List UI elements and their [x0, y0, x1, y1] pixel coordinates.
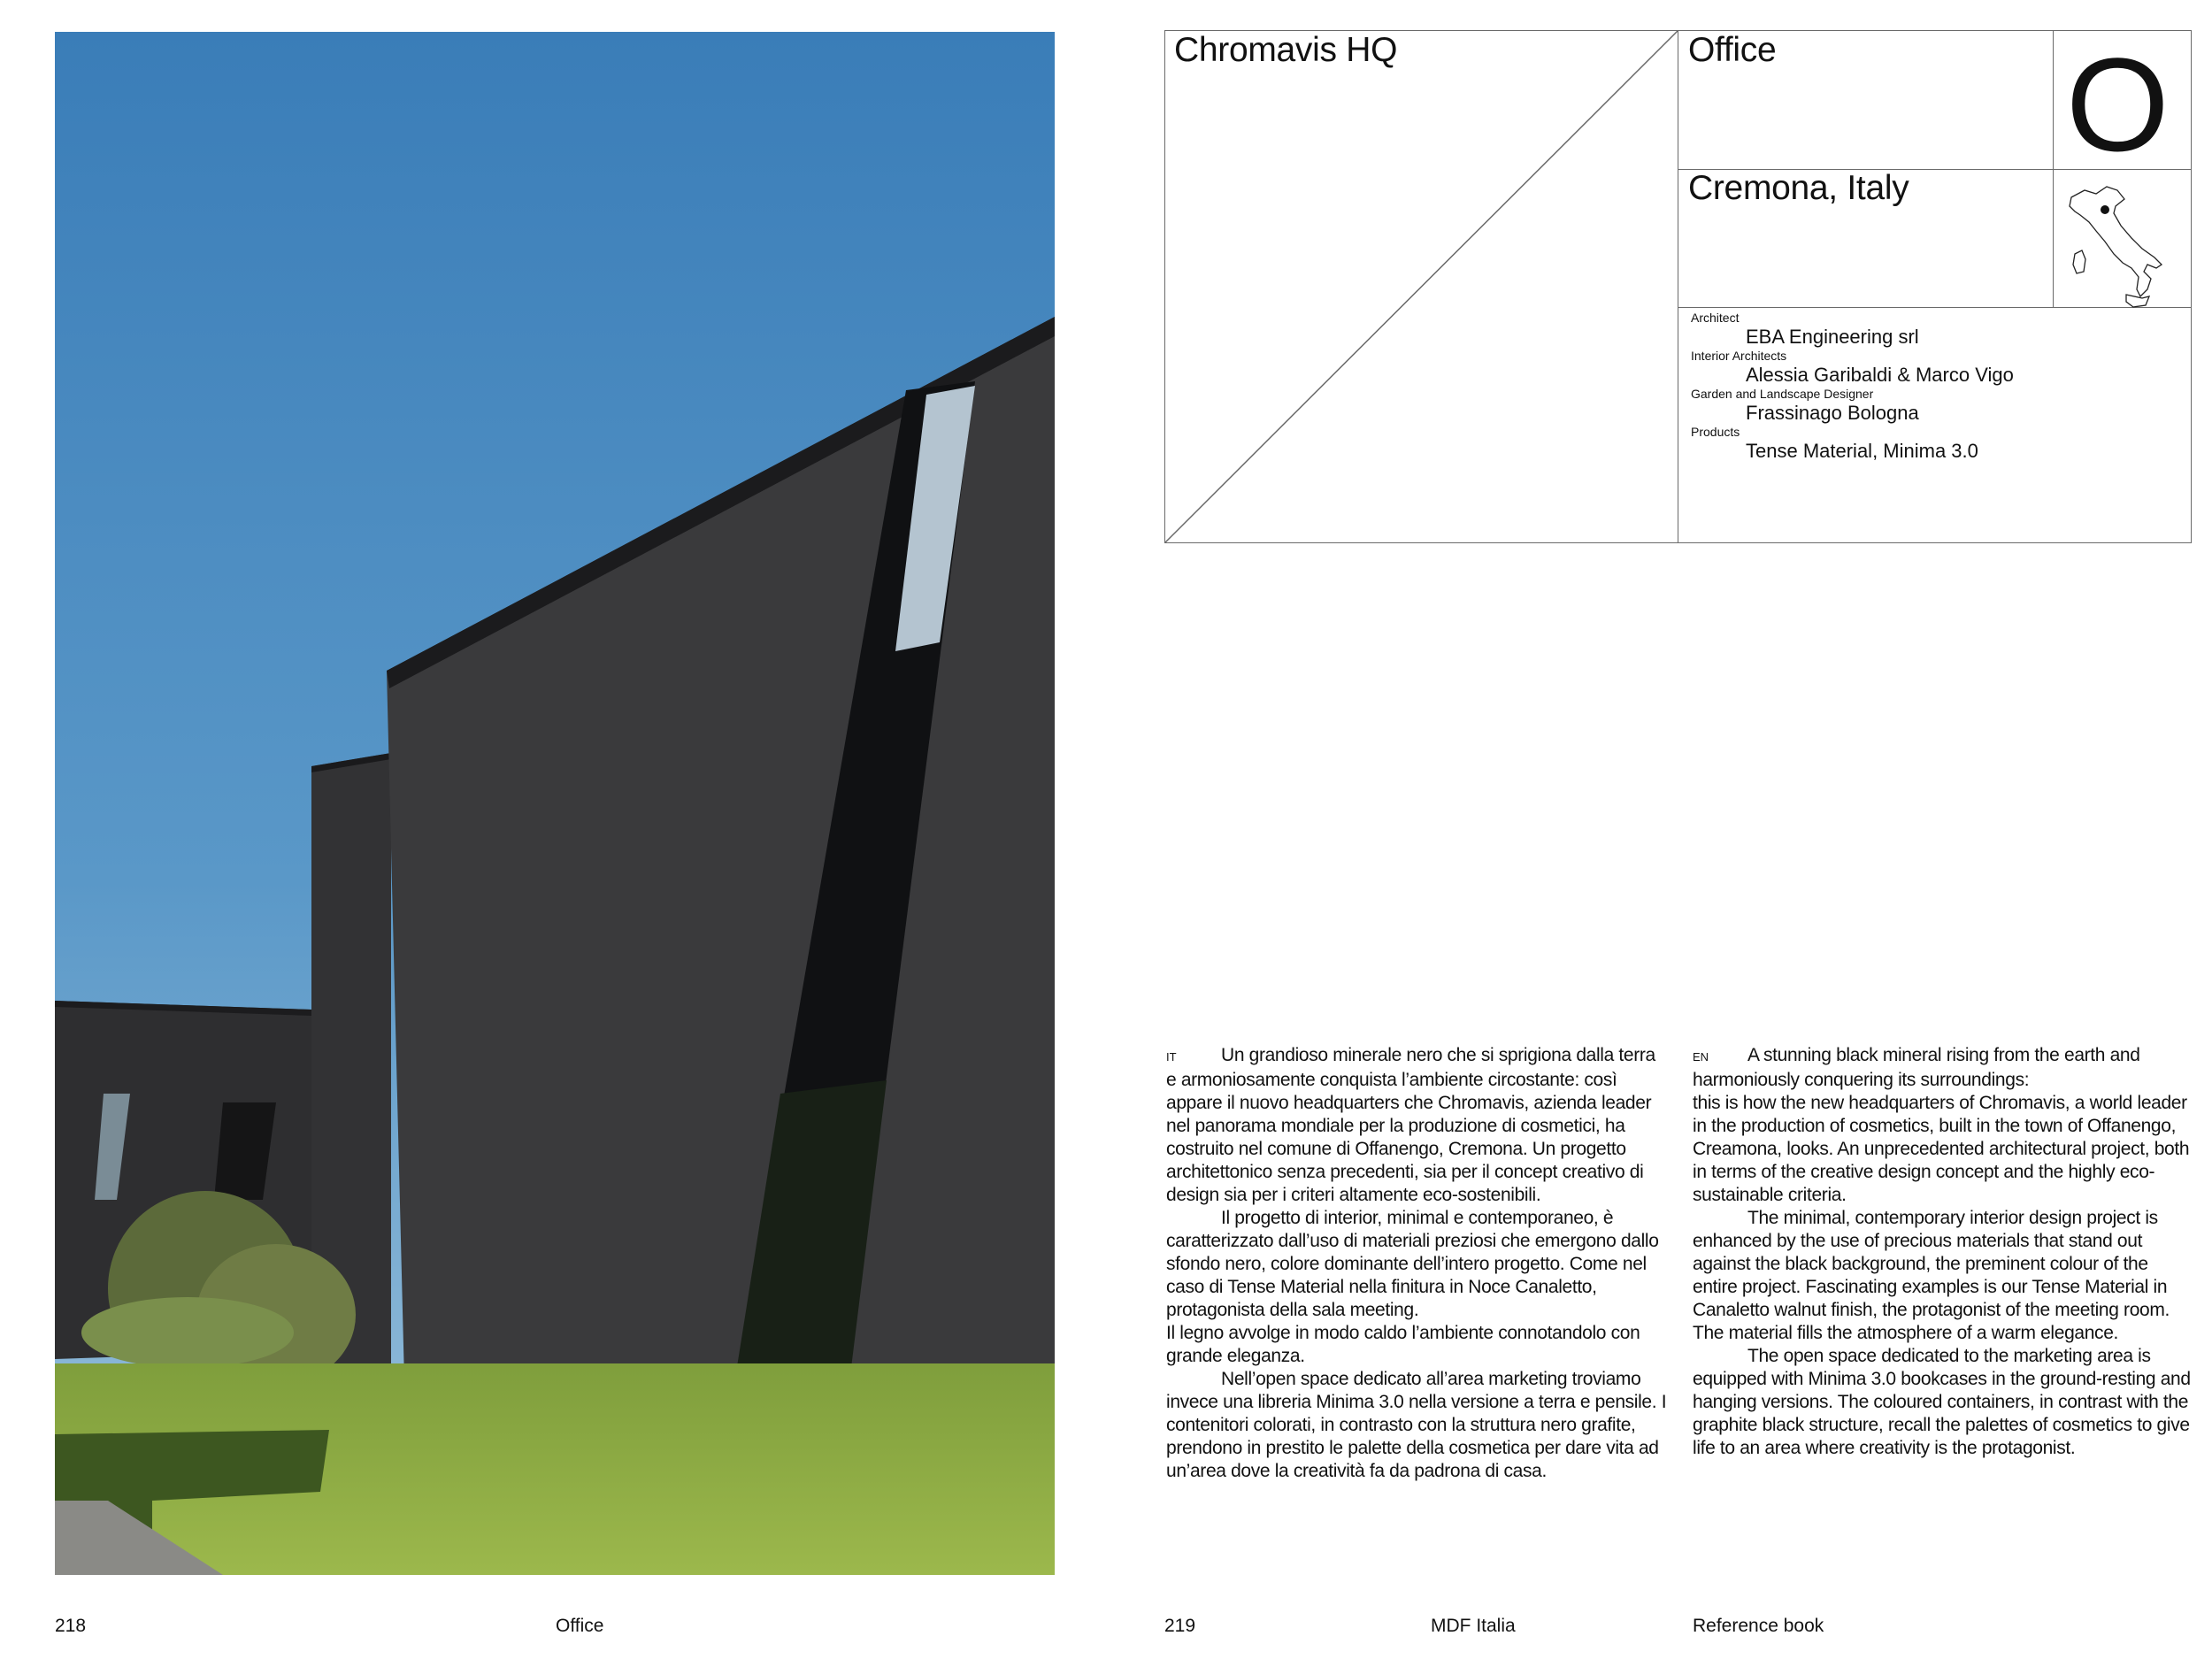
project-info-box [1164, 30, 2192, 543]
body-paragraph: The open space dedicated to the marketing area is equipped with Minima 3.0 bookcases in the ground-resting and hanging versions. The coloured containers, in contrast with the graphite black structure, recall the palettes of cosmetics to give life to an area where creativity is the protagonist. [1693, 1346, 2191, 1458]
project-location: Cremona, Italy [1688, 169, 1909, 207]
body-paragraph: A stunning black mineral rising from the earth and harmoniously conquering its surroundings: [1693, 1045, 2140, 1090]
credit-label: Garden and Landscape Designer [1691, 387, 1874, 401]
credit-label: Products [1691, 425, 1740, 439]
left-page-number: 218 [55, 1616, 87, 1636]
body-paragraph: The material fills the atmosphere of a warm elegance. [1693, 1323, 2119, 1343]
brand-label: MDF Italia [1431, 1616, 1516, 1636]
credit-value: Tense Material, Minima 3.0 [1746, 440, 1978, 462]
italian-text-column [1166, 1044, 1667, 1483]
body-paragraph: Il progetto di interior, minimal e contemporaneo, è caratterizzato dall’uso di materiali preziosi che emergono dallo sfondo nero, colore dominante dell’intero progetto. Come nel caso di Tense Material nella finitura in Noce Canaletto, protagonista della sala meeting. [1166, 1208, 1659, 1320]
credits-list [1691, 311, 2169, 463]
language-tag: EN [1693, 1050, 1709, 1064]
credit-value: EBA Engineering srl [1746, 326, 1919, 348]
body-paragraph: The minimal, contemporary interior design project is enhanced by the use of precious materials that stand out against the black background, the preminent colour of the entire project. Fascinating examples is our Tense Material in Canaletto walnut finish, the protagonist of the meeting room. [1693, 1208, 2170, 1320]
credit-label: Interior Architects [1691, 349, 1787, 363]
body-paragraph: Un grandioso minerale nero che si sprigiona dalla terra e armoniosamente conquista l’ambiente circostante: così appare il nuovo headquarters che Chromavis, azienda leader nel panorama mondiale per la produzione di cosmetici, ha costruito nel comune di Offanengo, Cremona. Un progetto architettonico senza precedenti, sia per il concept creativo di design sia per i criteri altamente eco-sostenibili. [1166, 1045, 1655, 1205]
body-paragraph: Il legno avvolge in modo caldo l’ambiente connotandolo con grande eleganza. [1166, 1323, 1640, 1366]
italy-map-icon [2062, 180, 2169, 312]
project-category: Office [1688, 31, 1777, 69]
diagonal-divider [1165, 31, 1678, 542]
english-text-column [1693, 1044, 2193, 1460]
credit-value: Alessia Garibaldi & Marco Vigo [1746, 364, 2014, 386]
credit-label: Architect [1691, 311, 1740, 325]
body-paragraph: Nell’open space dedicato all’area marketing troviamo invece una libreria Minima 3.0 nella versione a terra e pensile. I contenitori colorati, in contrasto con la struttura nero grafite, prendono in prestito le palette della cosmetica per dare vita ad un’area dove la creatività fa da padrona di casa. [1166, 1369, 1667, 1481]
category-letter: O [2066, 30, 2170, 179]
body-paragraph: this is how the new headquarters of Chromavis, a world leader in the production of cosmetics, built in the town of Offanengo, Creamona, looks. An unprecedented architectural project, both in terms of the creative design concept and the highly eco-sustainable criteria. [1693, 1093, 2190, 1205]
right-page-number: 219 [1164, 1616, 1196, 1636]
left-section-label: Office [556, 1616, 604, 1636]
language-tag: IT [1166, 1050, 1177, 1064]
credit-value: Frassinago Bologna [1746, 402, 1919, 424]
box-divider [2053, 31, 2054, 307]
publication-label: Reference book [1693, 1616, 1824, 1636]
architecture-photo [55, 32, 1055, 1575]
project-name: Chromavis HQ [1174, 31, 1398, 69]
